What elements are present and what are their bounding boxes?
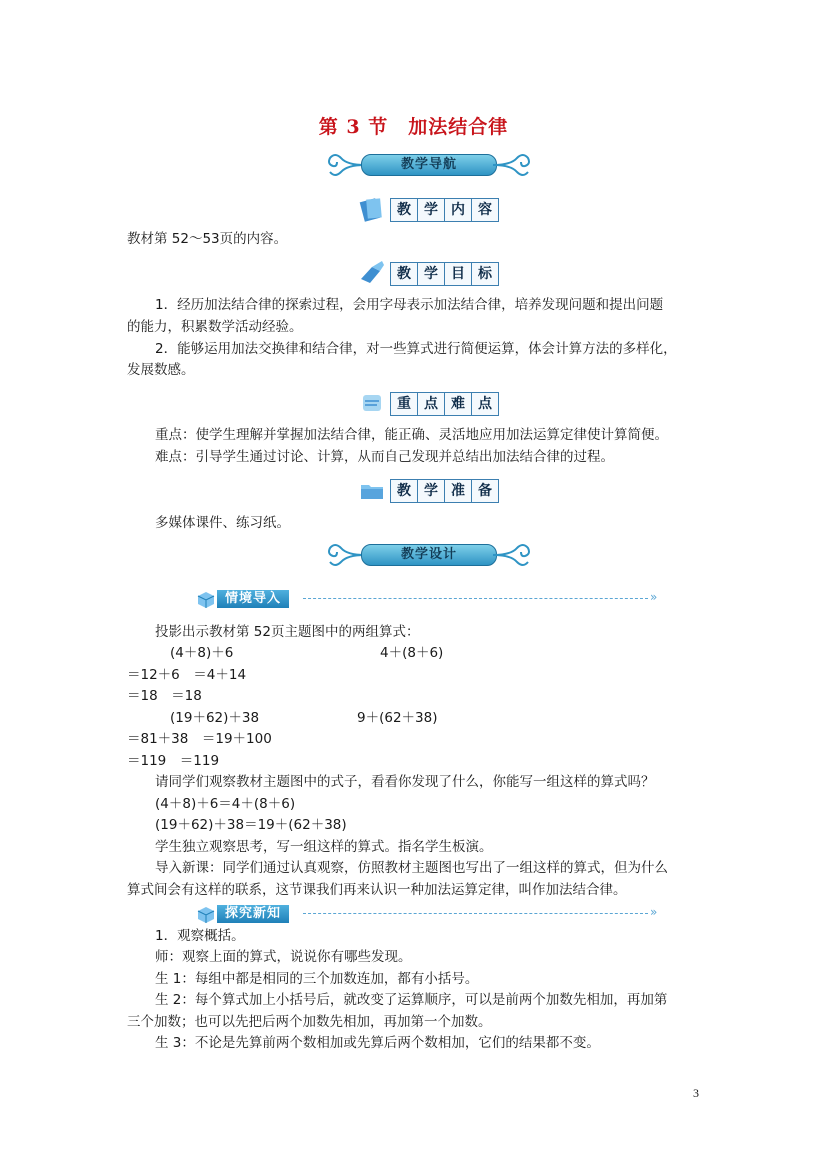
heading-char: 标 xyxy=(478,266,492,282)
equation: ＝119 ＝119 xyxy=(127,753,220,769)
folder-icon xyxy=(358,476,386,504)
explore-line: 生 1：每组中都是相同的三个加数连加，都有小括号。 xyxy=(155,971,479,987)
equation: 4＋(8＋6) xyxy=(380,645,444,661)
ribbon-dash xyxy=(303,913,648,914)
prep-text: 多媒体课件、练习纸。 xyxy=(155,515,290,531)
heading-char: 准 xyxy=(445,480,472,502)
ribbon-intro xyxy=(195,588,665,610)
key-line: 重点：使学生理解并掌握加法结合律，能正确、灵活地应用加法运算定律使计算简便。 xyxy=(155,427,668,443)
explore-line: 1．观察概括。 xyxy=(155,928,245,944)
explore-line: 三个加数；也可以先把后两个加数先相加，再加第一个加数。 xyxy=(127,1014,492,1030)
heading-char: 点 xyxy=(418,393,445,415)
equation: (19＋62)＋38＝19＋(62＋38) xyxy=(155,817,347,833)
goal-line: 发展数感。 xyxy=(127,362,195,378)
heading-char: 内 xyxy=(445,199,472,221)
heading-char: 目 xyxy=(445,263,472,285)
ribbon-explore xyxy=(195,903,665,925)
intro-line: 算式间会有这样的联系，这节课我们再来认识一种加法运算定律，叫作加法结合律。 xyxy=(127,882,627,898)
ribbon-dash xyxy=(303,598,648,599)
heading-char: 容 xyxy=(478,202,492,218)
key-line: 难点：引导学生通过讨论、计算，从而自己发现并总结出加法结合律的过程。 xyxy=(155,449,614,465)
intro-line: 导入新课：同学们通过认真观察，仿照教材主题图也写出了一组这样的算式，但为什么 xyxy=(155,860,668,876)
explore-line: 生 3：不论是先算前两个数相加或先算后两个数相加，它们的结果都不变。 xyxy=(155,1035,600,1051)
page-title: 第 3 节 加法结合律 xyxy=(318,116,509,138)
equation: ＝12＋6 ＝4＋14 xyxy=(127,667,247,683)
intro-line: 学生独立观察思考，写一组这样的算式。指名学生板演。 xyxy=(155,839,493,855)
book-icon xyxy=(358,195,386,223)
heading-char: 学 xyxy=(418,480,445,502)
heading-cells xyxy=(390,262,499,286)
heading-char: 点 xyxy=(478,396,492,412)
page-number: 3 xyxy=(693,1086,699,1100)
equation: (4＋8)＋6＝4＋(8＋6) xyxy=(155,796,296,812)
heading-cells xyxy=(390,198,499,222)
explore-line: 生 2：每个算式加上小括号后，就改变了运算顺序，可以是前两个加数先相加，再加第 xyxy=(155,992,668,1008)
heading-char: 教 xyxy=(391,263,418,285)
heading-char: 难 xyxy=(445,393,472,415)
banner-teaching-design xyxy=(327,540,529,570)
equation: (19＋62)＋38 xyxy=(170,710,260,726)
scroll-icon xyxy=(358,389,386,417)
double-arrow-icon: » xyxy=(650,905,658,919)
banner-teaching-guide xyxy=(327,150,529,180)
equation: 9＋(62＋38) xyxy=(357,710,438,726)
ribbon-label: 探究新知 xyxy=(217,905,289,923)
double-arrow-icon: » xyxy=(650,590,658,604)
equation: (4＋8)＋6 xyxy=(170,645,234,661)
equation: ＝81＋38 ＝19＋100 xyxy=(127,731,272,747)
heading-char: 学 xyxy=(418,263,445,285)
content-text: 教材第 52～53页的内容。 xyxy=(127,231,288,247)
goal-line: 2．能够运用加法交换律和结合律，对一些算式进行简便运算，体会计算方法的多样化， xyxy=(155,341,677,357)
banner-label: 教学导航 xyxy=(400,157,457,172)
intro-line: 投影出示教材第 52页主题图中的两组算式： xyxy=(155,624,420,640)
heading-char: 教 xyxy=(391,480,418,502)
brush-icon xyxy=(358,259,386,287)
cube-icon xyxy=(195,903,217,925)
heading-cells xyxy=(390,392,499,416)
cube-icon xyxy=(195,588,217,610)
heading-char: 重 xyxy=(391,393,418,415)
intro-line: 请同学们观察教材主题图中的式子，看看你发现了什么，你能写一组这样的算式吗？ xyxy=(155,774,655,790)
heading-char: 学 xyxy=(418,199,445,221)
swirl-right-icon xyxy=(491,540,531,570)
goal-line: 1．经历加法结合律的探索过程，会用字母表示加法结合律，培养发现问题和提出问题 xyxy=(155,297,664,313)
heading-char: 教 xyxy=(391,199,418,221)
equation: ＝18 ＝18 xyxy=(127,688,202,704)
goal-line: 的能力，积累数学活动经验。 xyxy=(127,319,303,335)
explore-line: 师：观察上面的算式，说说你有哪些发现。 xyxy=(155,949,412,965)
heading-char: 备 xyxy=(478,483,492,499)
heading-cells xyxy=(390,479,499,503)
ribbon-label: 情境导入 xyxy=(217,590,289,608)
banner-label: 教学设计 xyxy=(400,547,457,562)
swirl-right-icon xyxy=(491,150,531,180)
